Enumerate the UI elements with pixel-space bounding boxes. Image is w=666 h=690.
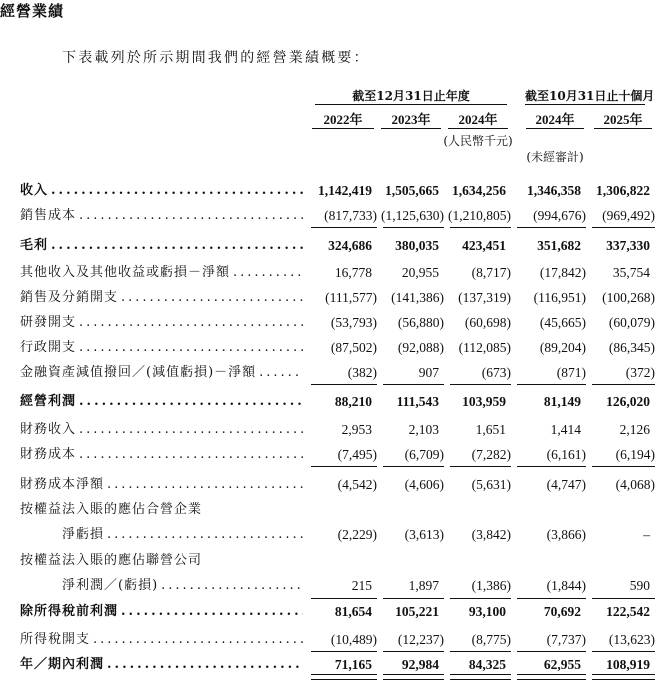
value-2024: 1,634,256: [452, 183, 506, 198]
label-text: 行政開支: [20, 340, 77, 355]
row-profit-for-period: [0, 652, 666, 677]
value-2025-ten-months: 35,754: [612, 265, 650, 280]
value-2025-ten-months: (100,268): [602, 290, 655, 305]
value-2024-ten-months: (4,747): [546, 477, 586, 492]
value-2024: (60,698): [464, 315, 511, 330]
row-profit-before-tax: [0, 599, 666, 624]
sublabel-text: 淨利潤／(虧損): [62, 578, 159, 593]
value-2022: (111,577): [325, 290, 377, 305]
value-2025-ten-months: (13,623): [586, 627, 655, 652]
label-text: 所得稅開支: [20, 632, 91, 647]
dot-leader: [107, 522, 303, 548]
label-text: 年／期內利潤: [20, 657, 105, 672]
label-text: 按權益法入賬的應佔聯營公司: [20, 553, 203, 568]
value-2024-ten-months: 1,346,358: [527, 183, 581, 198]
row-label: [20, 203, 303, 228]
row-net-finance-costs: [0, 472, 666, 497]
value-2023: (1,125,630): [377, 203, 444, 228]
value-2022: 2,953: [341, 422, 372, 437]
dot-leader: [121, 285, 303, 310]
value-2024-ten-months: (17,842): [539, 265, 586, 280]
label-text: 銷售成本: [20, 208, 77, 223]
value-2023: 907: [377, 360, 444, 385]
label-text: 收入: [20, 183, 49, 198]
row-administrative-expenses: [0, 335, 666, 360]
label-text: 按權益法入賬的應佔合營企業: [20, 502, 203, 517]
row-label: [20, 285, 303, 310]
row-label: [20, 442, 303, 467]
value-2024: (673): [444, 360, 511, 385]
value-2022: 81,654: [334, 604, 372, 619]
label-text: 財務收入: [20, 422, 77, 437]
label-text: 其他收入及其他收益或虧損－淨額: [20, 265, 231, 280]
dot-leader: [107, 652, 303, 677]
value-2023: (12,237): [377, 627, 444, 652]
value-2025-ten-months: 108,919: [586, 652, 655, 677]
value-2022: (53,793): [330, 315, 377, 330]
value-2025-ten-months: (86,345): [608, 340, 655, 355]
value-2024-ten-months: (994,676): [511, 203, 586, 228]
row-label: [20, 599, 303, 624]
value-2022: 71,165: [305, 652, 377, 677]
value-2024: 84,325: [444, 652, 511, 677]
value-2023: 1,897: [377, 573, 444, 599]
value-2025-ten-months: 122,542: [606, 604, 650, 619]
unaudited-note: (未經審計): [526, 150, 584, 164]
value-2024-ten-months: 81,149: [543, 394, 581, 409]
row-finance-income: [0, 417, 666, 442]
row-sublabel: [62, 522, 303, 548]
value-2023: 2,103: [408, 422, 439, 437]
row-income-tax-expense: [0, 627, 666, 652]
dot-leader: [79, 335, 303, 360]
row-label: [20, 389, 303, 414]
year-header-2022: 2022年: [312, 112, 374, 129]
row-label: [20, 178, 303, 203]
value-2025-ten-months: (60,079): [608, 315, 655, 330]
value-2023: 111,543: [396, 394, 439, 409]
value-2022: 88,210: [334, 394, 372, 409]
dot-leader: [259, 360, 303, 385]
unit-note: (人民幣千元): [443, 134, 513, 148]
row-finance-costs: [0, 442, 666, 467]
value-2024-ten-months: 62,955: [511, 652, 586, 677]
value-2025-ten-months: (6,194): [586, 442, 655, 467]
value-2022: 1,142,419: [318, 183, 372, 198]
value-2022: (382): [305, 360, 377, 385]
value-2024: (1,386): [444, 573, 511, 599]
year-header-2024: 2024年: [448, 112, 508, 129]
value-2024-ten-months: 70,692: [543, 604, 581, 619]
group-header-ten-months: 截至10月31日止十個月: [525, 89, 655, 103]
dot-leader: [121, 599, 303, 624]
label-text: 財務成本淨額: [20, 477, 105, 492]
dot-leader: [233, 260, 303, 285]
value-2025-ten-months: (4,068): [615, 477, 655, 492]
label-text: 毛利: [20, 238, 49, 253]
value-2024: 1,651: [475, 422, 506, 437]
value-2023: (3,613): [404, 527, 444, 542]
value-2024: (112,085): [458, 340, 511, 355]
value-2025-ten-months: 126,020: [606, 394, 650, 409]
value-2023: (4,606): [404, 477, 444, 492]
value-2024: 103,959: [462, 394, 506, 409]
row-other-income: [0, 260, 666, 285]
dot-leader: [161, 573, 303, 599]
row-cost-of-sales: [0, 203, 666, 228]
row-label: [20, 497, 303, 522]
row-label: [20, 627, 303, 652]
value-2024-ten-months: (871): [511, 360, 586, 385]
row-label: [20, 310, 303, 335]
row-label: [20, 260, 303, 285]
value-2022: 215: [305, 573, 377, 599]
value-2024-ten-months: (6,161): [511, 442, 586, 467]
label-text: 財務成本: [20, 447, 77, 462]
value-2024: 423,451: [462, 238, 506, 253]
dot-leader: [79, 310, 303, 335]
value-2024: 93,100: [468, 604, 506, 619]
value-2023: 20,955: [401, 265, 439, 280]
value-2022: 16,778: [334, 265, 372, 280]
value-2024-ten-months: 1,414: [550, 422, 581, 437]
value-2023: (92,088): [397, 340, 444, 355]
dot-leader: [79, 442, 303, 467]
row-label: [20, 335, 303, 360]
value-2024: (137,319): [458, 290, 511, 305]
label-text: 研發開支: [20, 315, 77, 330]
value-2022: (817,733): [305, 203, 377, 228]
row-label: [20, 472, 303, 497]
value-2024-ten-months: (45,665): [539, 315, 586, 330]
value-2024-ten-months: (3,866): [546, 527, 586, 542]
dot-leader: [93, 627, 303, 652]
label-text: 金融資產減值撥回／(減值虧損)－淨額: [20, 365, 257, 380]
value-2023: 105,221: [395, 604, 439, 619]
row-selling-distribution-expenses: [0, 285, 666, 310]
intro-text: 下表載列於所示期間我們的經營業績概要：: [62, 50, 370, 66]
value-2025-ten-months: (969,492): [586, 203, 655, 228]
value-2024-ten-months: (116,951): [533, 290, 586, 305]
value-2023: 1,505,665: [385, 183, 439, 198]
row-operating-profit: [0, 389, 666, 414]
value-2024: (5,631): [471, 477, 511, 492]
label-text: 除所得稅前利潤: [20, 604, 119, 619]
row-label: [20, 360, 303, 385]
group-header-full-year: 截至12月31日止年度: [315, 88, 507, 105]
value-2024: (8,717): [471, 265, 511, 280]
value-2022: 324,686: [328, 238, 372, 253]
label-text: 經營利潤: [20, 394, 77, 409]
value-2024-ten-months: (1,844): [511, 573, 586, 599]
value-2024-ten-months: (7,737): [511, 627, 586, 652]
value-2024: (8,775): [444, 627, 511, 652]
dot-leader: [79, 389, 303, 414]
dot-leader: [107, 472, 303, 497]
value-2025-ten-months: (372): [586, 360, 655, 385]
dot-leader: [79, 417, 303, 442]
row-share-of-associates: [0, 548, 666, 599]
sublabel-text: 淨虧損: [62, 527, 105, 542]
value-2023: 380,035: [395, 238, 439, 253]
year-header-2023: 2023年: [381, 112, 441, 129]
value-2024-ten-months: 351,682: [537, 238, 581, 253]
results-table: [0, 178, 666, 677]
value-2024: (7,282): [444, 442, 511, 467]
value-2024: (1,210,805): [444, 203, 511, 228]
year-header-2025-ten-months: 2025年: [594, 112, 652, 129]
value-2022: (4,542): [337, 477, 377, 492]
value-2022: (2,229): [337, 527, 377, 542]
value-2024-ten-months: (89,204): [539, 340, 586, 355]
row-label: [20, 417, 303, 442]
row-sublabel: [62, 573, 303, 599]
row-gross-profit: [0, 233, 666, 258]
value-2023: (56,880): [397, 315, 444, 330]
value-2022: (87,502): [330, 340, 377, 355]
row-label: [20, 652, 303, 677]
value-2025-ten-months: –: [643, 527, 650, 542]
value-2023: (141,386): [391, 290, 444, 305]
dot-leader: [79, 203, 303, 228]
row-rd-expenses: [0, 310, 666, 335]
row-impairment-net: [0, 360, 666, 385]
value-2025-ten-months: 590: [586, 573, 655, 599]
section-title: 經營業績: [0, 2, 65, 20]
value-2023: 92,984: [377, 652, 444, 677]
value-2022: (7,495): [305, 442, 377, 467]
value-2024: (3,842): [471, 527, 511, 542]
value-2023: (6,709): [377, 442, 444, 467]
dot-leader: [51, 233, 303, 258]
value-2025-ten-months: 1,306,822: [596, 183, 650, 198]
dot-leader: [51, 178, 303, 203]
value-2025-ten-months: 337,330: [606, 238, 650, 253]
row-revenue: [0, 178, 666, 203]
label-text: 銷售及分銷開支: [20, 290, 119, 305]
value-2025-ten-months: 2,126: [619, 422, 650, 437]
value-2022: (10,489): [305, 627, 377, 652]
year-header-2024-ten-months: 2024年: [526, 112, 584, 129]
row-label: [20, 548, 303, 573]
row-share-of-joint-ventures: [0, 497, 666, 548]
row-label: [20, 233, 303, 258]
